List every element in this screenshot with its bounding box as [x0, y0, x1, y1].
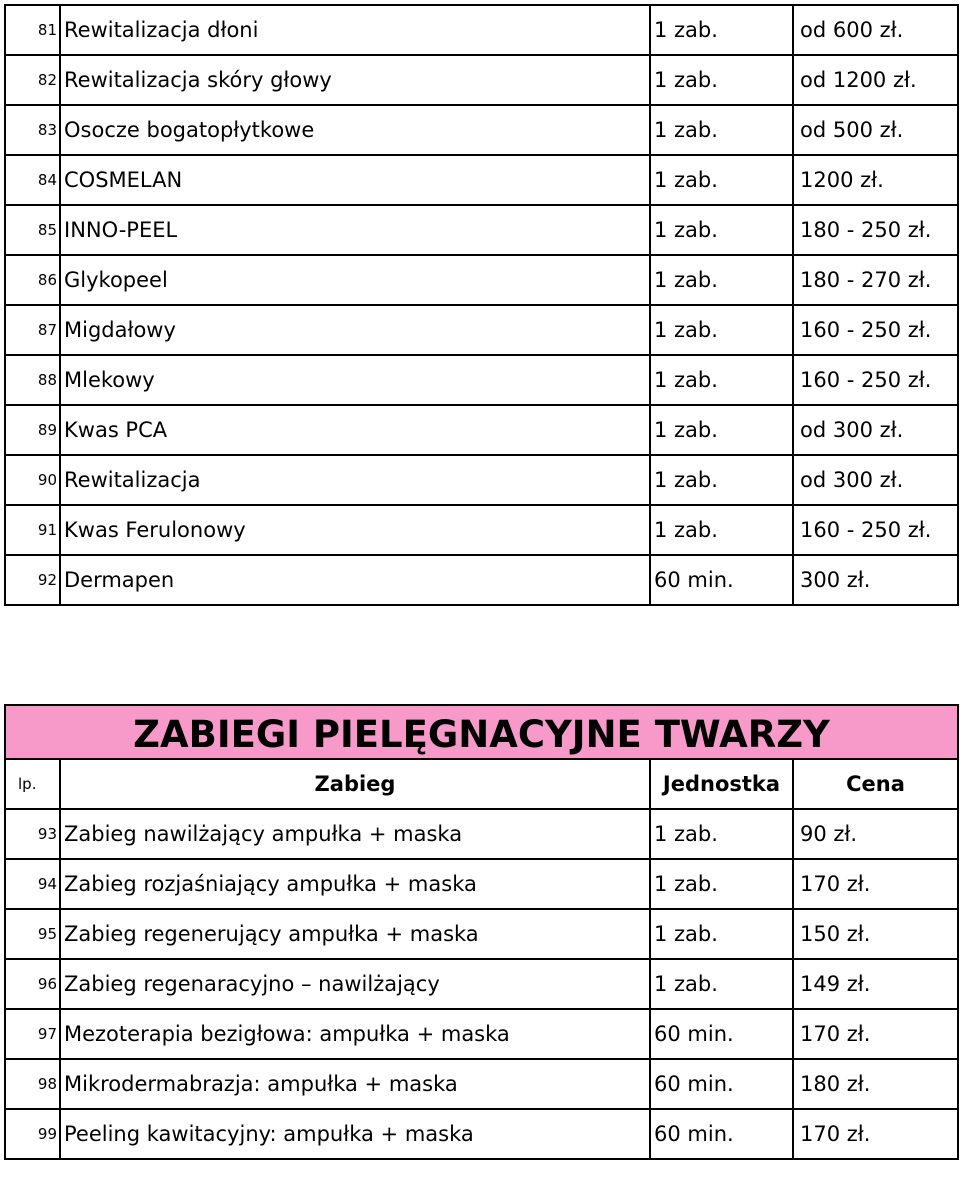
- table-row: [5, 809, 958, 859]
- column-header-price: Cena: [793, 759, 958, 809]
- treatment-unit: 1 zab.: [650, 155, 793, 205]
- treatment-unit: 1 zab.: [650, 505, 793, 555]
- treatment-unit: 1 zab.: [650, 5, 793, 55]
- table-row: [5, 405, 958, 455]
- table-row: [5, 1109, 958, 1159]
- treatment-name: Mlekowy: [60, 355, 650, 405]
- treatment-price: 90 zł.: [793, 809, 958, 859]
- table-row: [5, 155, 958, 205]
- row-number: 98: [5, 1059, 60, 1109]
- row-number: 95: [5, 909, 60, 959]
- treatment-price: 300 zł.: [793, 555, 958, 605]
- table-row: [5, 355, 958, 405]
- table-row: [5, 555, 958, 605]
- treatment-price: 170 zł.: [793, 1009, 958, 1059]
- row-number: 94: [5, 859, 60, 909]
- treatment-name: Mikrodermabrazja: ampułka + maska: [60, 1059, 650, 1109]
- treatment-price: od 1200 zł.: [793, 55, 958, 105]
- treatment-unit: 60 min.: [650, 1009, 793, 1059]
- row-number: 90: [5, 455, 60, 505]
- treatment-unit: 60 min.: [650, 555, 793, 605]
- treatment-unit: 1 zab.: [650, 455, 793, 505]
- table-row: [5, 505, 958, 555]
- treatment-unit: 1 zab.: [650, 909, 793, 959]
- treatment-unit: 1 zab.: [650, 859, 793, 909]
- treatment-price: od 600 zł.: [793, 5, 958, 55]
- treatment-unit: 60 min.: [650, 1059, 793, 1109]
- row-number: 81: [5, 5, 60, 55]
- treatment-unit: 1 zab.: [650, 809, 793, 859]
- table-row: [5, 5, 958, 55]
- treatment-price: od 300 zł.: [793, 405, 958, 455]
- treatment-price: 160 - 250 zł.: [793, 355, 958, 405]
- treatment-unit: 1 zab.: [650, 205, 793, 255]
- row-number: 99: [5, 1109, 60, 1159]
- row-number: 82: [5, 55, 60, 105]
- treatment-price: 180 - 250 zł.: [793, 205, 958, 255]
- treatment-name: INNO-PEEL: [60, 205, 650, 255]
- treatment-unit: 1 zab.: [650, 405, 793, 455]
- treatment-unit: 1 zab.: [650, 55, 793, 105]
- section-title-row: [5, 705, 958, 759]
- treatment-unit: 1 zab.: [650, 305, 793, 355]
- treatment-unit: 1 zab.: [650, 355, 793, 405]
- treatment-name: Zabieg regenaracyjno – nawilżający: [60, 959, 650, 1009]
- column-header-unit: Jednostka: [650, 759, 793, 809]
- row-number: 84: [5, 155, 60, 205]
- treatment-name: Zabieg rozjaśniający ampułka + maska: [60, 859, 650, 909]
- treatment-name: Rewitalizacja dłoni: [60, 5, 650, 55]
- table-row: [5, 1009, 958, 1059]
- row-number: 93: [5, 809, 60, 859]
- treatment-price: 1200 zł.: [793, 155, 958, 205]
- treatment-name: Zabieg regenerujący ampułka + maska: [60, 909, 650, 959]
- table-row: [5, 255, 958, 305]
- treatment-name: Rewitalizacja skóry głowy: [60, 55, 650, 105]
- treatment-price: 170 zł.: [793, 1109, 958, 1159]
- treatment-name: COSMELAN: [60, 155, 650, 205]
- table-row: [5, 1059, 958, 1109]
- treatment-price: 160 - 250 zł.: [793, 505, 958, 555]
- row-number: 87: [5, 305, 60, 355]
- table-row: [5, 959, 958, 1009]
- treatment-price: od 500 zł.: [793, 105, 958, 155]
- treatment-price: 149 zł.: [793, 959, 958, 1009]
- price-table-facial-treatments: [4, 704, 959, 1160]
- treatment-name: Osocze bogatopłytkowe: [60, 105, 650, 155]
- table-row: [5, 859, 958, 909]
- row-number: 86: [5, 255, 60, 305]
- treatment-unit: 1 zab.: [650, 105, 793, 155]
- table-row: [5, 305, 958, 355]
- treatment-name: Peeling kawitacyjny: ampułka + maska: [60, 1109, 650, 1159]
- treatment-name: Mezoterapia bezigłowa: ampułka + maska: [60, 1009, 650, 1059]
- price-table-top: [4, 4, 959, 606]
- table-row: [5, 909, 958, 959]
- section-title: ZABIEGI PIELĘGNACYJNE TWARZY: [5, 705, 958, 759]
- table-row: [5, 55, 958, 105]
- treatment-price: od 300 zł.: [793, 455, 958, 505]
- treatment-price: 170 zł.: [793, 859, 958, 909]
- treatment-name: Zabieg nawilżający ampułka + maska: [60, 809, 650, 859]
- row-number: 92: [5, 555, 60, 605]
- treatment-price: 180 zł.: [793, 1059, 958, 1109]
- row-number: 91: [5, 505, 60, 555]
- treatment-name: Kwas Ferulonowy: [60, 505, 650, 555]
- column-header-row: [5, 759, 958, 809]
- treatment-name: Rewitalizacja: [60, 455, 650, 505]
- treatment-price: 150 zł.: [793, 909, 958, 959]
- row-number: 88: [5, 355, 60, 405]
- table-row: [5, 205, 958, 255]
- treatment-unit: 1 zab.: [650, 959, 793, 1009]
- column-header-lp: lp.: [5, 759, 60, 809]
- treatment-price: 160 - 250 zł.: [793, 305, 958, 355]
- row-number: 85: [5, 205, 60, 255]
- treatment-unit: 60 min.: [650, 1109, 793, 1159]
- table-row: [5, 105, 958, 155]
- table-row: [5, 455, 958, 505]
- treatment-name: Glykopeel: [60, 255, 650, 305]
- treatment-name: Dermapen: [60, 555, 650, 605]
- row-number: 96: [5, 959, 60, 1009]
- row-number: 83: [5, 105, 60, 155]
- treatment-name: Kwas PCA: [60, 405, 650, 455]
- column-header-name: Zabieg: [60, 759, 650, 809]
- treatment-price: 180 - 270 zł.: [793, 255, 958, 305]
- treatment-unit: 1 zab.: [650, 255, 793, 305]
- row-number: 97: [5, 1009, 60, 1059]
- treatment-name: Migdałowy: [60, 305, 650, 355]
- price-table-facial-body: [5, 705, 958, 1159]
- price-table-top-body: [5, 5, 958, 605]
- row-number: 89: [5, 405, 60, 455]
